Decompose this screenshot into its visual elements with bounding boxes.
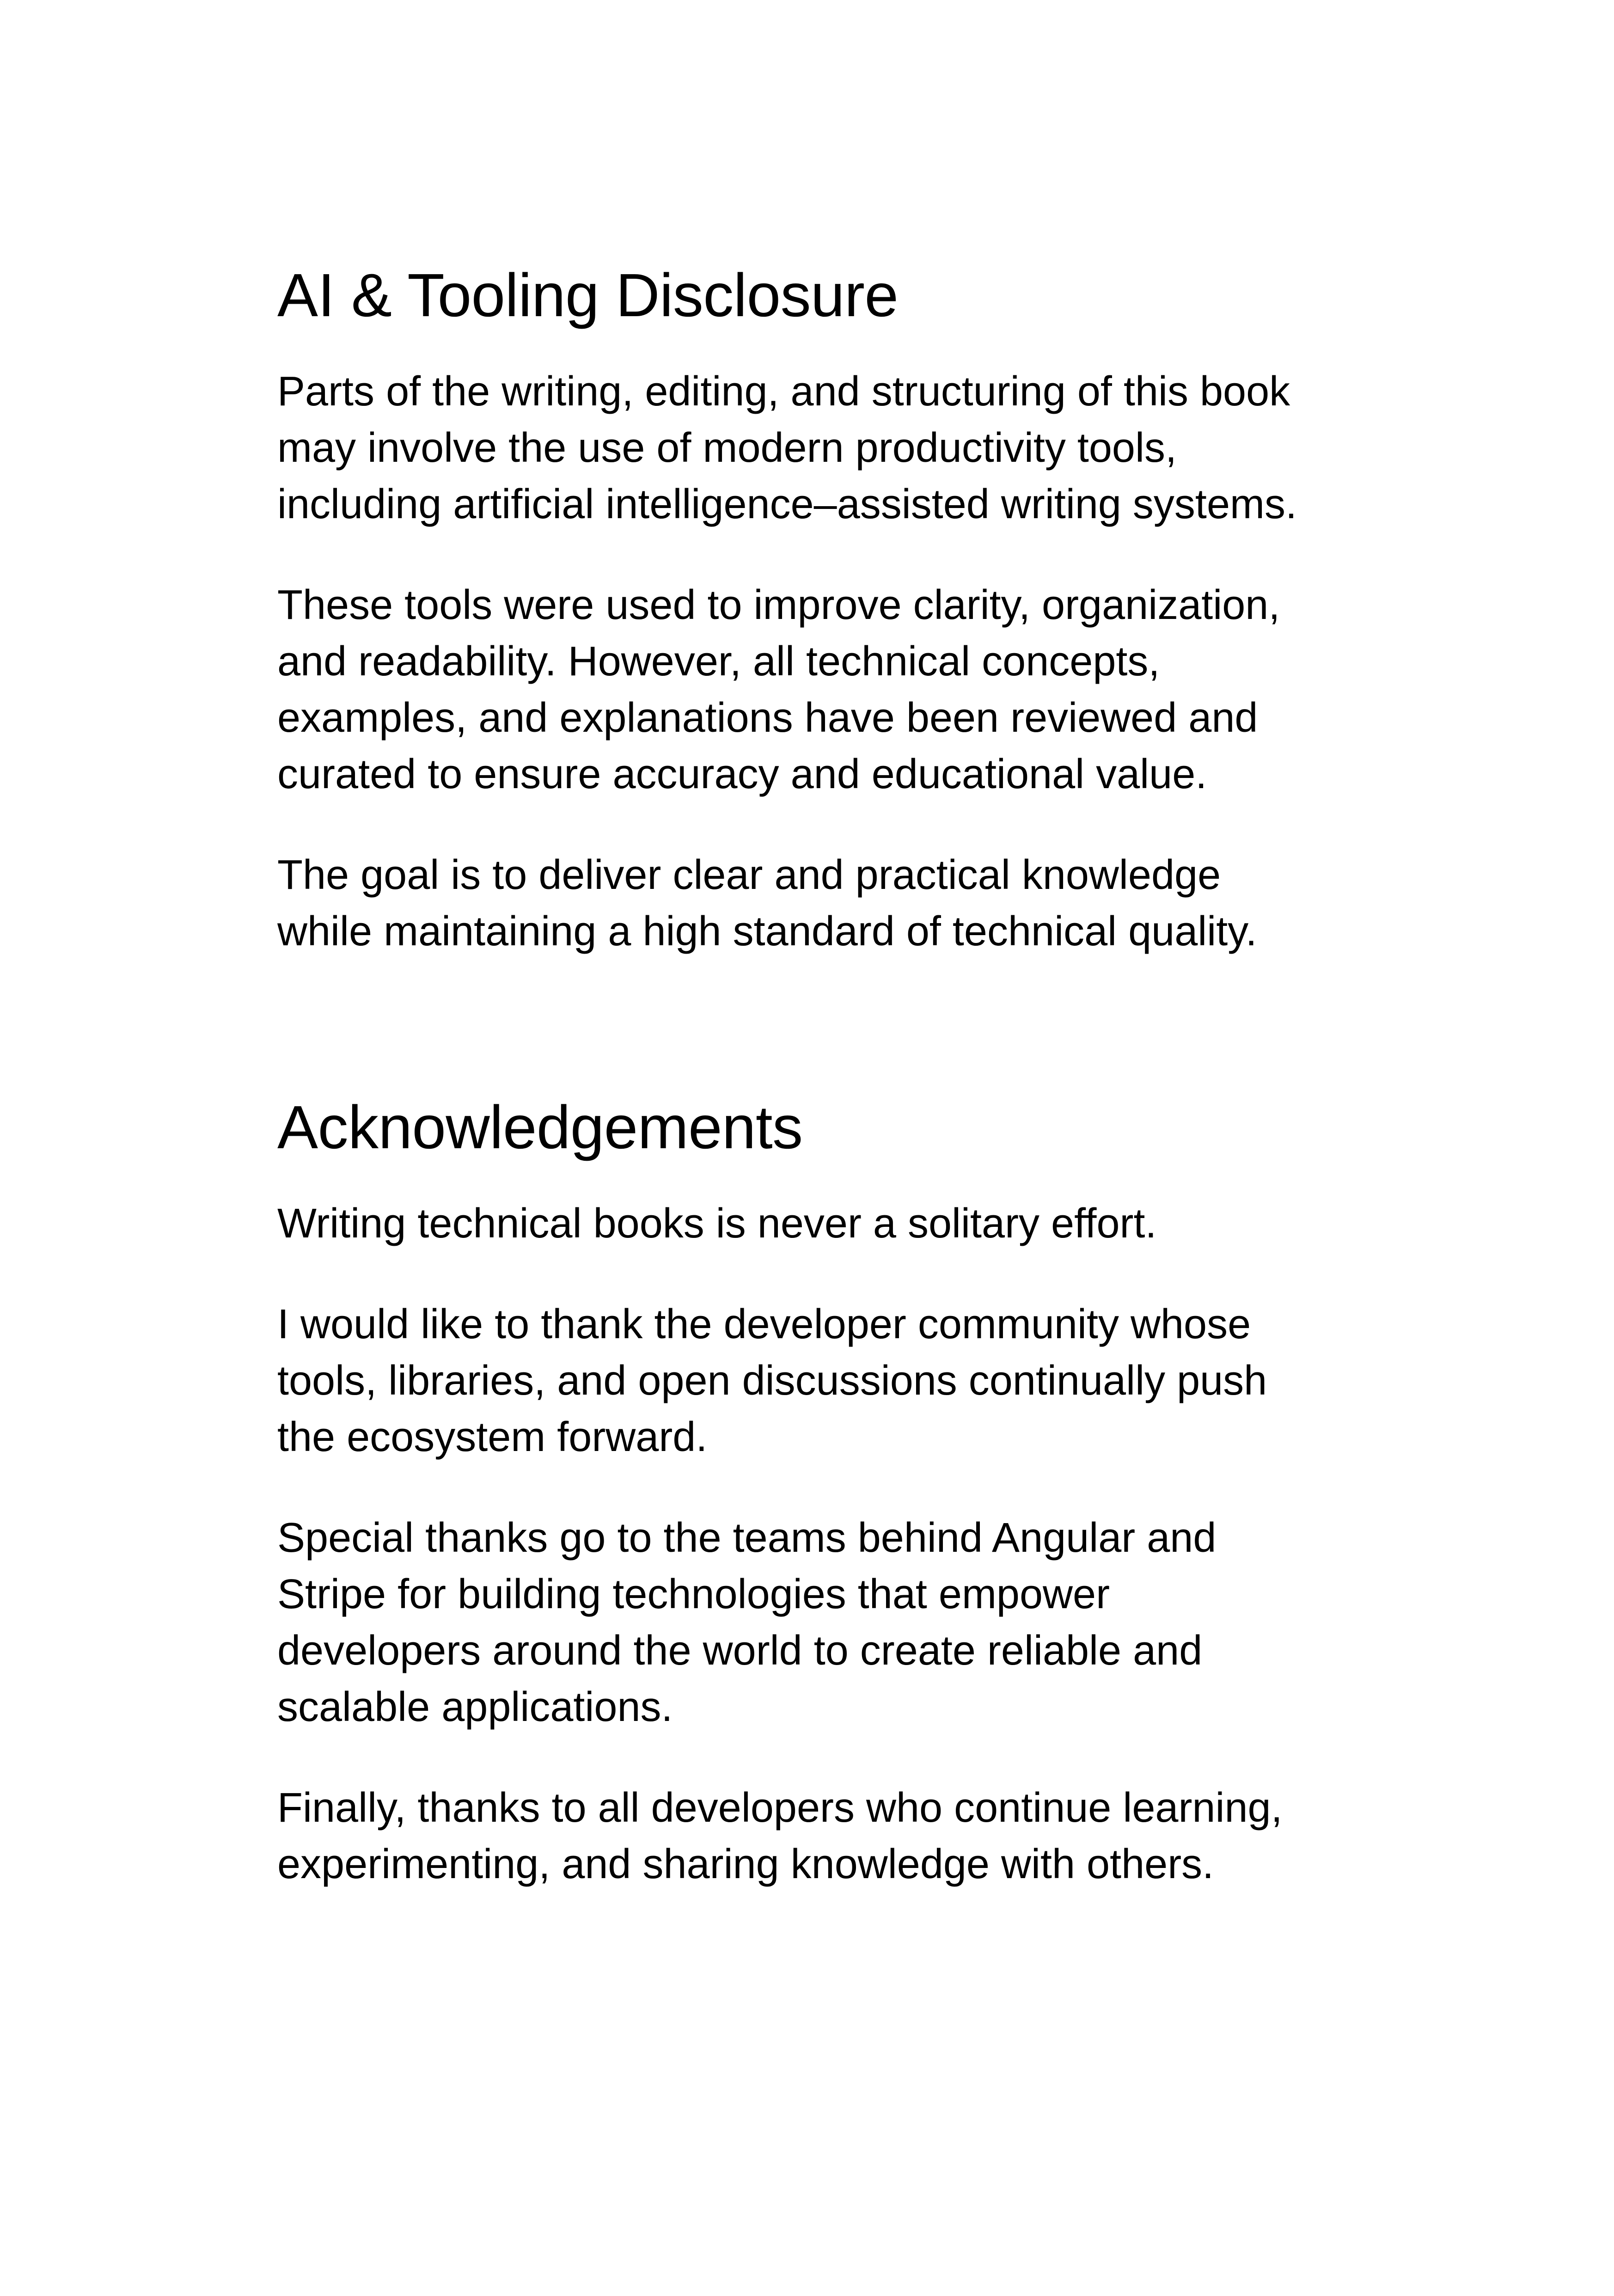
text-line: examples, and explanations have been reviewed and bbox=[277, 695, 1258, 741]
text-line: scalable applications. bbox=[277, 1684, 673, 1731]
acknowledgements-section bbox=[277, 1091, 1387, 1892]
paragraph bbox=[277, 847, 1387, 960]
text-line: and readability. However, all technical concepts, bbox=[277, 638, 1160, 685]
paragraph bbox=[277, 363, 1387, 533]
text-line: the ecosystem forward. bbox=[277, 1414, 708, 1461]
paragraph bbox=[277, 1510, 1387, 1735]
text-line: Stripe for building technologies that empower bbox=[277, 1571, 1110, 1618]
text-line: I would like to thank the developer community whose bbox=[277, 1301, 1251, 1348]
text-line: including artificial intelligence–assisted writing systems. bbox=[277, 481, 1297, 528]
paragraph bbox=[277, 1195, 1387, 1252]
text-line: The goal is to deliver clear and practical knowledge bbox=[277, 852, 1221, 899]
text-line: while maintaining a high standard of technical quality. bbox=[277, 908, 1257, 955]
text-line: Finally, thanks to all developers who continue learning, bbox=[277, 1785, 1283, 1831]
section-heading: Acknowledgements bbox=[277, 1093, 803, 1161]
text-line: Writing technical books is never a solitary effort. bbox=[277, 1200, 1157, 1247]
paragraph bbox=[277, 1296, 1387, 1465]
text-line: curated to ensure accuracy and educational value. bbox=[277, 751, 1207, 798]
ai-tooling-disclosure-section bbox=[277, 259, 1387, 960]
text-line: Parts of the writing, editing, and structuring of this book bbox=[277, 368, 1290, 415]
text-line: developers around the world to create reliable and bbox=[277, 1628, 1203, 1674]
text-line: experimenting, and sharing knowledge with others. bbox=[277, 1841, 1214, 1888]
text-line: may involve the use of modern productivity tools, bbox=[277, 425, 1177, 471]
text-line: tools, libraries, and open discussions continually push bbox=[277, 1358, 1267, 1404]
paragraph bbox=[277, 577, 1387, 802]
text-line: Special thanks go to the teams behind Angular and bbox=[277, 1515, 1217, 1561]
text-line: These tools were used to improve clarity, organization, bbox=[277, 582, 1280, 629]
section-heading: AI & Tooling Disclosure bbox=[277, 261, 899, 329]
paragraph bbox=[277, 1780, 1387, 1892]
